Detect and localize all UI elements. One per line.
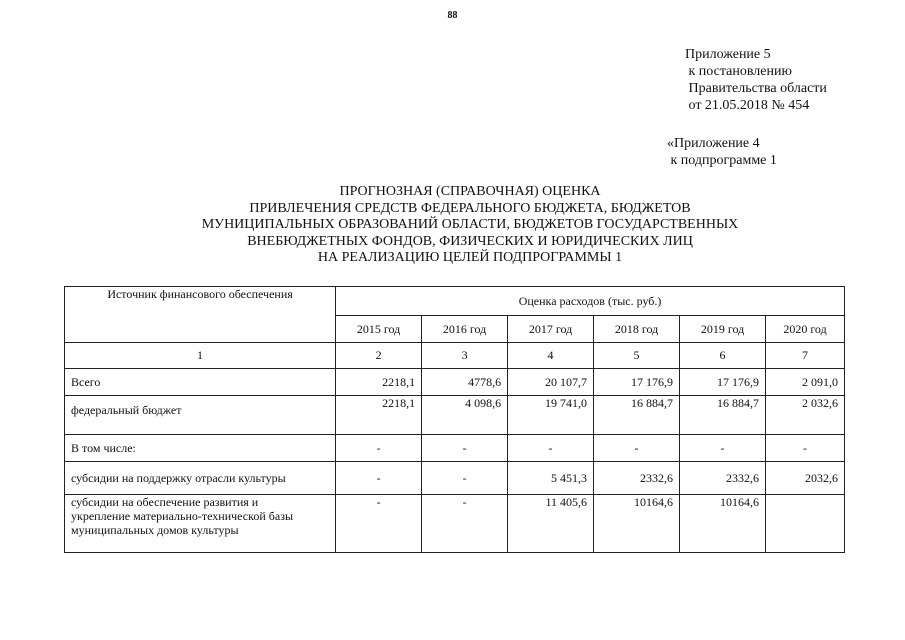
appendix-4-reference: [667, 135, 777, 169]
table-cell: 5 451,3: [508, 462, 594, 495]
column-index: 3: [422, 343, 508, 369]
table-row: [65, 396, 845, 435]
document-title: [150, 184, 790, 267]
column-index: 2: [336, 343, 422, 369]
appendix-line: от 21.05.2018 № 454: [685, 98, 810, 113]
column-index: 7: [766, 343, 845, 369]
table-cell: 17 176,9: [594, 369, 680, 396]
title-line: ПРОГНОЗНАЯ (СПРАВОЧНАЯ) ОЦЕНКА: [339, 184, 601, 199]
column-index: 1: [65, 343, 336, 369]
table-row: [65, 495, 845, 553]
title-line: ВНЕБЮДЖЕТНЫХ ФОНДОВ, ФИЗИЧЕСКИХ И ЮРИДИЧЕСКИХ ЛИЦ: [247, 233, 693, 249]
table-cell: 4 098,6: [422, 396, 508, 435]
table-cell: 2 091,0: [766, 369, 845, 396]
header-year: 2018 год: [594, 316, 680, 343]
header-estimate: Оценка расходов (тыс. руб.): [336, 287, 845, 316]
table-row: [65, 435, 845, 462]
table-index-row: [65, 343, 845, 369]
table-cell: 16 884,7: [680, 396, 766, 435]
appendix-line: «Приложение 4: [667, 136, 760, 151]
row-label-line: субсидии на обеспечение развития и: [71, 495, 259, 509]
table-cell: 17 176,9: [680, 369, 766, 396]
appendix-line: Правительства области: [685, 81, 827, 96]
table-cell: -: [422, 435, 508, 462]
table-cell: [766, 495, 845, 553]
table-cell: 2218,1: [336, 369, 422, 396]
table-row: [65, 369, 845, 396]
row-label: Всего: [65, 369, 336, 396]
row-label: субсидии на поддержку отрасли культуры: [65, 462, 336, 495]
table-cell: 11 405,6: [508, 495, 594, 553]
table-cell: -: [422, 462, 508, 495]
table-cell: 16 884,7: [594, 396, 680, 435]
appendix-line: к подпрограмме 1: [667, 153, 777, 168]
table-cell: -: [336, 435, 422, 462]
table-cell: -: [508, 435, 594, 462]
table-cell: 2032,6: [766, 462, 845, 495]
row-label: В том числе:: [65, 435, 336, 462]
title-line: ПРИВЛЕЧЕНИЯ СРЕДСТВ ФЕДЕРАЛЬНОГО БЮДЖЕТА, БЮДЖЕТОВ: [249, 200, 691, 216]
table-cell: 20 107,7: [508, 369, 594, 396]
table-cell: -: [336, 462, 422, 495]
column-index: 6: [680, 343, 766, 369]
row-label: [65, 495, 336, 553]
table-cell: -: [594, 435, 680, 462]
table-cell: -: [680, 435, 766, 462]
header-year: 2016 год: [422, 316, 508, 343]
appendix-5-reference: [685, 46, 827, 114]
table-cell: 2 032,6: [766, 396, 845, 435]
title-line: МУНИЦИПАЛЬНЫХ ОБРАЗОВАНИЙ ОБЛАСТИ, БЮДЖЕТОВ ГОСУДАРСТВЕННЫХ: [201, 217, 739, 232]
table-cell: -: [336, 495, 422, 553]
table-cell: 2218,1: [336, 396, 422, 435]
header-year: 2017 год: [508, 316, 594, 343]
column-index: 5: [594, 343, 680, 369]
table-cell: 4778,6: [422, 369, 508, 396]
table-cell: 19 741,0: [508, 396, 594, 435]
column-index: 4: [508, 343, 594, 369]
header-year: 2019 год: [680, 316, 766, 343]
title-line: НА РЕАЛИЗАЦИЮ ЦЕЛЕЙ ПОДПРОГРАММЫ 1: [317, 250, 623, 265]
table-row: [65, 462, 845, 495]
appendix-line: к постановлению: [685, 64, 792, 79]
table-header-row: [65, 287, 845, 316]
row-label-line: укрепление материально-технической базы: [71, 509, 294, 523]
page-number: 88: [447, 9, 458, 21]
table-cell: 10164,6: [594, 495, 680, 553]
header-source: Источник финансового обеспечения: [65, 287, 336, 343]
header-year: 2015 год: [336, 316, 422, 343]
row-label: федеральный бюджет: [65, 396, 336, 435]
appendix-line: Приложение 5: [685, 47, 771, 62]
table-cell: 2332,6: [680, 462, 766, 495]
table-cell: 2332,6: [594, 462, 680, 495]
row-label-line: муниципальных домов культуры: [71, 523, 239, 537]
table-cell: 10164,6: [680, 495, 766, 553]
table-cell: -: [766, 435, 845, 462]
header-year: 2020 год: [766, 316, 845, 343]
table-cell: -: [422, 495, 508, 553]
financing-table: [64, 286, 845, 553]
